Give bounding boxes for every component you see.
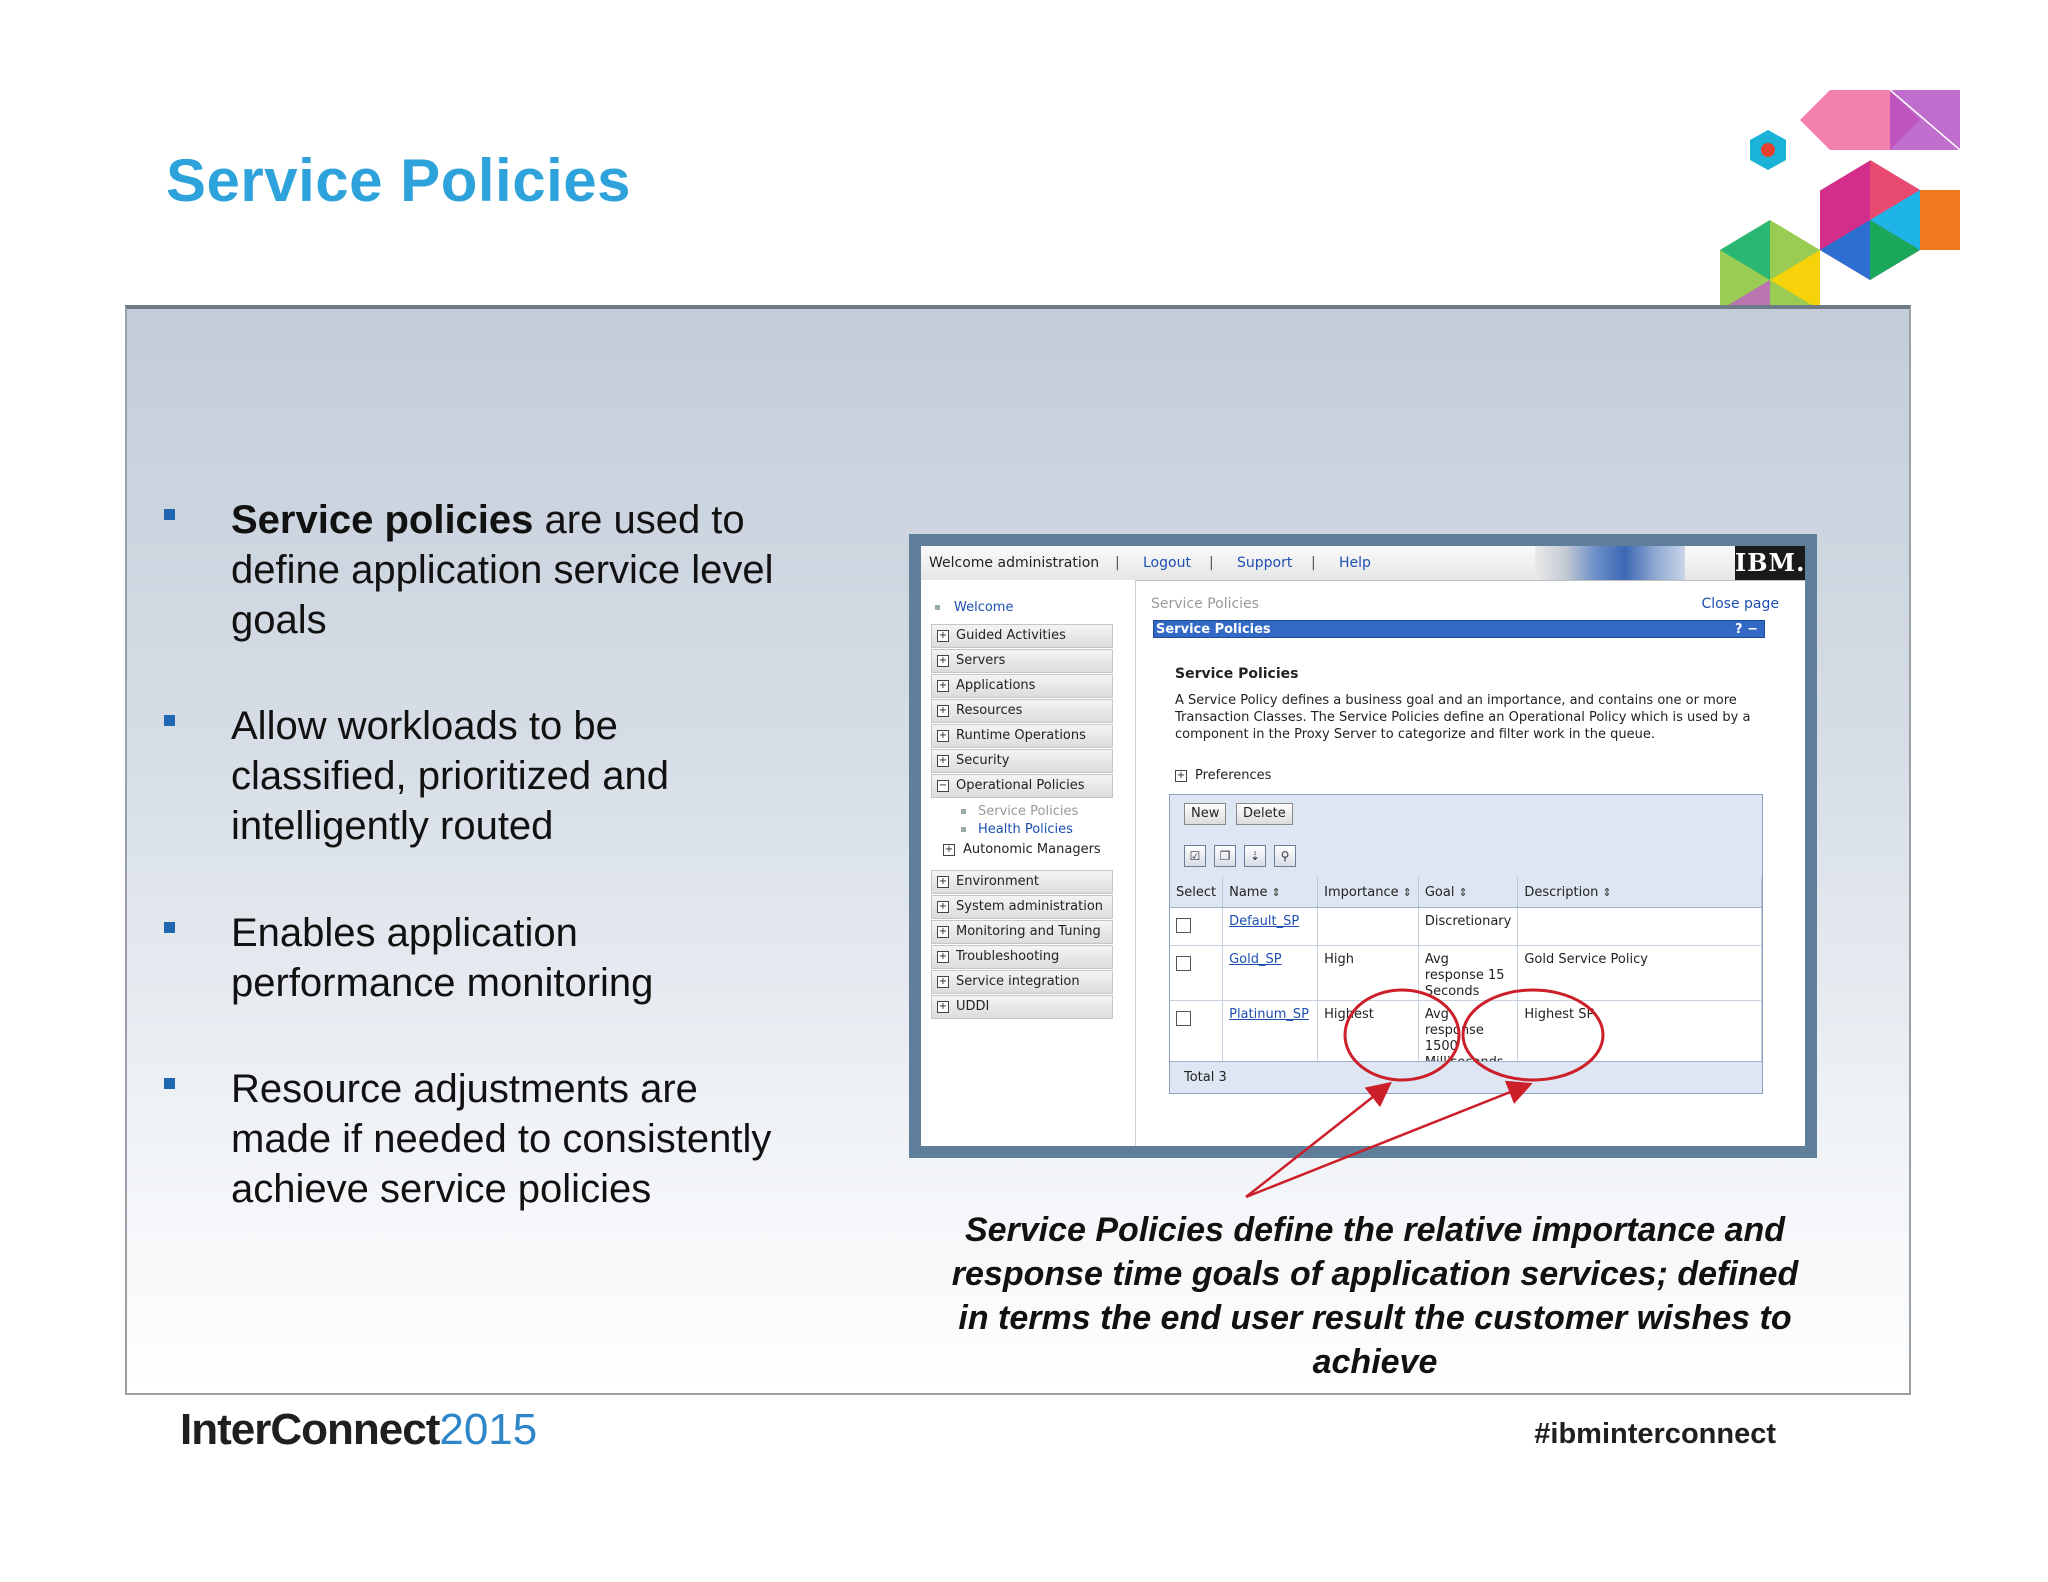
console-topbar — [921, 546, 1805, 581]
button-row — [1170, 795, 1762, 836]
portlet-controls[interactable]: ? − — [1735, 622, 1758, 637]
nav-item-applications[interactable] — [931, 674, 1113, 698]
goal-cell: Avg response 1500 — [1418, 1001, 1518, 1072]
nav-item-label: Environment — [956, 874, 1040, 889]
breadcrumb: Service Policies — [1151, 596, 1259, 612]
section-description: A Service Policy defines a business goal and an importance, and contains one or more Transaction Classes. The Service Policies define an Operational Policy which is used by a component in the Proxy Server to categorize and filter work in the queue. — [1175, 693, 1751, 742]
slide-title: Service Policies — [166, 147, 631, 214]
importance-cell: High — [1318, 946, 1419, 1001]
logout-link[interactable]: Logout — [1143, 555, 1191, 571]
ibm-logo: IBM. — [1735, 546, 1805, 580]
nav-item-operational-policies[interactable] — [931, 774, 1113, 798]
banner-graphic — [1535, 546, 1685, 580]
show-filter-icon[interactable]: ⇣ — [1244, 845, 1266, 867]
bullet-marker — [164, 715, 175, 726]
column-label: Select — [1176, 884, 1217, 900]
policies-table-area — [1169, 794, 1763, 1094]
separator: | — [1311, 555, 1316, 571]
expand-icon: + — [938, 951, 948, 962]
name-cell — [1223, 946, 1318, 1001]
expand-icon: + — [938, 926, 948, 937]
expand-icon: + — [938, 655, 948, 666]
footer-brand — [180, 1405, 537, 1455]
column-label: Goal — [1424, 884, 1455, 900]
nav-item-label: UDDI — [956, 999, 990, 1014]
separator: | — [1115, 555, 1120, 571]
goal-cell: Avg response 15 Seconds — [1418, 946, 1518, 1001]
nav-item-servers[interactable] — [931, 649, 1113, 673]
help-link[interactable]: Help — [1339, 555, 1371, 571]
clear-filter-icon[interactable]: ⚲ — [1274, 845, 1296, 867]
preferences-toggle[interactable] — [1175, 768, 1271, 783]
admin-console — [921, 546, 1805, 1146]
footer-hashtag: #ibminterconnect — [1534, 1418, 1776, 1450]
console-nav — [921, 580, 1136, 1146]
portlet-title-bar — [1153, 620, 1765, 638]
nav-item-label: Resources — [956, 703, 1023, 718]
goal-cell: Discretionary — [1418, 908, 1518, 946]
bullet-text — [231, 495, 791, 645]
collapse-icon: − — [938, 780, 948, 791]
bullet-marker — [164, 922, 175, 933]
deselect-all-icon[interactable]: ❐ — [1214, 845, 1236, 867]
portlet-title: Service Policies — [1156, 622, 1271, 637]
select-cell — [1170, 946, 1223, 1001]
row-checkbox[interactable] — [1176, 918, 1191, 933]
select-cell — [1170, 908, 1223, 946]
support-link[interactable]: Support — [1237, 555, 1293, 571]
description-cell — [1518, 908, 1762, 946]
row-checkbox[interactable] — [1176, 1011, 1191, 1026]
nav-item-runtime-operations[interactable] — [931, 724, 1113, 748]
policy-name-link[interactable]: Default_SP — [1229, 914, 1300, 929]
bullet-marker — [164, 1078, 175, 1089]
nav-item-label: Guided Activities — [956, 628, 1066, 643]
bullet-dot-icon — [935, 605, 940, 610]
bullet-rest: are used to define application service level goals — [231, 498, 774, 642]
nav-item-monitoring-and-tuning[interactable] — [931, 920, 1113, 944]
nav-item-label: Security — [956, 753, 1010, 768]
column-label: Importance — [1324, 884, 1399, 900]
preferences-label: Preferences — [1195, 768, 1272, 783]
expand-icon: + — [1176, 769, 1186, 781]
expand-icon: + — [944, 843, 954, 855]
policy-name-link[interactable]: Platinum_SP — [1229, 1007, 1309, 1022]
close-page-link[interactable]: Close page — [1701, 596, 1779, 612]
delete-button[interactable]: Delete — [1236, 803, 1293, 825]
expand-icon: + — [938, 1001, 948, 1012]
column-header-select — [1170, 877, 1223, 908]
policies-table — [1170, 877, 1762, 1072]
column-label: Description — [1524, 884, 1599, 900]
nav-sub-label: Service Policies — [978, 804, 1079, 819]
column-header-name[interactable] — [1223, 877, 1318, 908]
bullet-dot-icon — [961, 809, 966, 814]
console-screenshot-frame — [909, 534, 1817, 1158]
nav-sub-label: Health Policies — [978, 822, 1073, 837]
sort-icon[interactable]: ⇕ — [1458, 885, 1468, 899]
nav-item-uddi[interactable] — [931, 995, 1113, 1019]
nav-item-label: Monitoring and Tuning — [956, 924, 1101, 939]
table-row — [1170, 908, 1762, 946]
nav-welcome-link[interactable] — [935, 600, 1013, 615]
column-header-goal[interactable] — [1418, 877, 1518, 908]
table-header-row — [1170, 877, 1762, 908]
policy-name-link[interactable]: Gold_SP — [1229, 952, 1282, 967]
separator: | — [1209, 555, 1214, 571]
bullet-marker — [164, 509, 175, 520]
importance-cell — [1318, 908, 1419, 946]
nav-sub-health-policies[interactable] — [961, 822, 1073, 837]
sort-icon[interactable]: ⇕ — [1402, 885, 1412, 899]
bullet-dot-icon — [961, 827, 966, 832]
nav-sub-autonomic-managers[interactable] — [943, 842, 1101, 857]
nav-item-service-integration[interactable] — [931, 970, 1113, 994]
table-row — [1170, 946, 1762, 1001]
column-header-description[interactable] — [1518, 877, 1762, 908]
nav-item-label: Service integration — [956, 974, 1080, 989]
nav-item-label: Troubleshooting — [956, 949, 1060, 964]
bullet-text: Allow workloads to be classified, prioritized and intelligently routed — [231, 704, 669, 848]
nav-item-environment[interactable] — [931, 870, 1113, 894]
nav-item-label: Applications — [956, 678, 1036, 693]
sort-icon[interactable]: ⇕ — [1271, 885, 1281, 899]
nav-sub-label: Autonomic Managers — [963, 842, 1101, 857]
column-label: Name — [1229, 884, 1268, 900]
nav-item-label: System administration — [956, 899, 1104, 914]
sort-icon[interactable]: ⇕ — [1602, 885, 1612, 899]
nav-item-system-administration[interactable] — [931, 895, 1113, 919]
nav-item-guided-activities[interactable] — [931, 624, 1113, 648]
nav-item-troubleshooting[interactable] — [931, 945, 1113, 969]
nav-item-label: Operational Policies — [956, 778, 1085, 793]
nav-item-label: Runtime Operations — [956, 728, 1086, 743]
brand-year: 2015 — [439, 1405, 538, 1454]
bullet-text: Resource adjustments are made if needed to consistently achieve service policies — [231, 1067, 772, 1211]
expand-icon: + — [938, 901, 948, 912]
expand-icon: + — [938, 705, 948, 716]
bullet-text: Enables application performance monitoring — [231, 911, 654, 1005]
nav-sub-service-policies[interactable] — [961, 804, 1078, 819]
select-all-icon[interactable]: ☑ — [1184, 845, 1206, 867]
description-cell: Highest SP — [1518, 1001, 1762, 1072]
welcome-text: Welcome administration — [929, 555, 1100, 571]
expand-icon: + — [938, 755, 948, 766]
nav-item-resources[interactable] — [931, 699, 1113, 723]
expand-icon: + — [938, 876, 948, 887]
slide-caption: Service Policies define the relative importance and response time goals of application services; defined in terms the end user result the customer wishes to achieve — [951, 1211, 1799, 1381]
expand-icon: + — [938, 730, 948, 741]
table-total: Total 3 — [1170, 1061, 1762, 1093]
nav-welcome-label: Welcome — [954, 600, 1014, 615]
nav-item-label: Servers — [956, 653, 1006, 668]
expand-icon: + — [938, 976, 948, 987]
console-main — [1135, 580, 1805, 1146]
table-toolbar — [1170, 835, 1762, 878]
section-heading: Service Policies — [1175, 666, 1299, 682]
nav-item-security[interactable] — [931, 749, 1113, 773]
description-cell: Gold Service Policy — [1518, 946, 1762, 1001]
expand-icon: + — [938, 630, 948, 641]
row-checkbox[interactable] — [1176, 956, 1191, 971]
bullet-bold: Service policies — [231, 498, 534, 542]
name-cell — [1223, 908, 1318, 946]
column-header-importance[interactable] — [1318, 877, 1419, 908]
brand-name: InterConnect — [180, 1405, 440, 1454]
expand-icon: + — [938, 680, 948, 691]
importance-cell: Highest — [1318, 1001, 1419, 1072]
new-button[interactable]: New — [1184, 803, 1226, 825]
